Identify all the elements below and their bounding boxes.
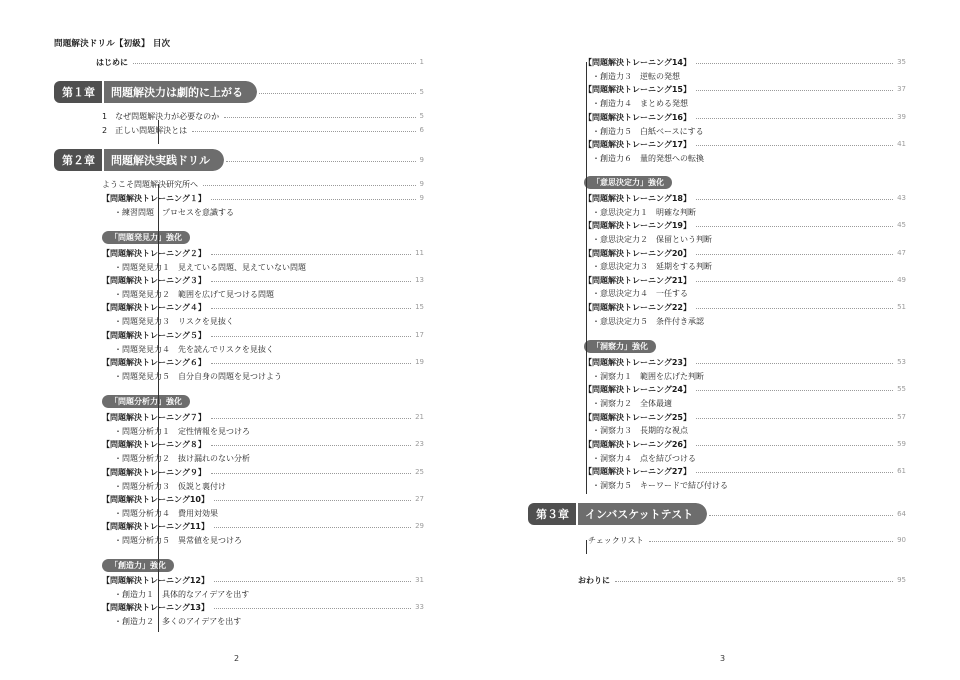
page-ref: 47	[897, 249, 906, 257]
chapter-heading[interactable]	[54, 149, 424, 171]
leader-dots	[203, 185, 416, 186]
training-entry[interactable]	[528, 465, 906, 477]
page-ref: 55	[897, 385, 906, 393]
sub-entry[interactable]	[54, 588, 424, 600]
section-badge: 「問題分析力」強化	[102, 395, 190, 408]
sub-entry[interactable]	[54, 206, 424, 218]
training-entry[interactable]	[528, 247, 906, 259]
sub-entry[interactable]	[54, 315, 424, 327]
page-ref: 9	[419, 180, 424, 188]
sub-entry[interactable]	[54, 615, 424, 627]
page-ref: 5	[419, 88, 424, 96]
page-ref: 49	[897, 276, 906, 284]
leader-dots	[696, 145, 893, 146]
entry-text: おわりに	[578, 575, 610, 585]
leader-dots	[696, 390, 893, 391]
leader-dots	[211, 363, 411, 364]
leader-dots	[224, 117, 415, 118]
training-entry[interactable]	[528, 438, 906, 450]
page-ref: 61	[897, 467, 906, 475]
entry-text: 【問題解決トレーニング15】	[584, 84, 691, 94]
chapter-heading[interactable]	[528, 503, 906, 525]
leader-dots	[211, 473, 411, 474]
entry-text: ・創造力３ 逆転の発想	[592, 71, 680, 81]
training-entry[interactable]	[528, 411, 906, 423]
page-ref: 1	[419, 58, 424, 66]
training-entry[interactable]	[54, 466, 424, 478]
training-entry[interactable]	[54, 301, 424, 313]
entry-text: ・問題分析力５ 異常値を見つけろ	[114, 535, 242, 545]
entry-text: ・問題分析力１ 定性情報を見つけろ	[114, 426, 250, 436]
entry-text: 【問題解決トレーニング９】	[102, 467, 206, 477]
sub-entry[interactable]	[528, 452, 906, 464]
entry-text: 【問題解決トレーニング６】	[102, 357, 206, 367]
entry-text: 【問題解決トレーニング24】	[584, 384, 691, 394]
page-ref: 90	[897, 536, 906, 544]
sub-entry[interactable]	[528, 397, 906, 409]
sub-entry[interactable]	[54, 343, 424, 355]
page-ref: 11	[415, 249, 424, 257]
entry-text: 【問題解決トレーニング18】	[584, 193, 691, 203]
leader-dots	[696, 281, 893, 282]
page-ref: 51	[897, 303, 906, 311]
sub-entry[interactable]	[528, 260, 906, 272]
training-entry[interactable]	[528, 83, 906, 95]
entry-text: 【問題解決トレーニング27】	[584, 466, 691, 476]
leader-dots	[211, 254, 411, 255]
leader-dots	[696, 445, 893, 446]
entry-text: ・意思決定力４ 一任する	[592, 288, 688, 298]
page-ref: 13	[415, 276, 424, 284]
entry-text: ・問題発見力４ 先を読んでリスクを見抜く	[114, 344, 274, 354]
training-entry[interactable]	[54, 520, 424, 532]
page-ref: 17	[415, 331, 424, 339]
entry-text: ・創造力５ 白紙ベースにする	[592, 126, 704, 136]
leader-dots	[696, 472, 893, 473]
leader-dots	[696, 199, 893, 200]
training-entry[interactable]	[528, 56, 906, 68]
leader-dots	[649, 541, 893, 542]
leader-dots	[211, 281, 411, 282]
training-entry[interactable]	[54, 601, 424, 613]
page-ref: 53	[897, 358, 906, 366]
section-rule	[586, 62, 587, 494]
page-ref: 9	[419, 156, 424, 164]
training-entry[interactable]	[528, 111, 906, 123]
sub-entry[interactable]	[528, 233, 906, 245]
sub-entry[interactable]	[528, 287, 906, 299]
sub-entry[interactable]	[528, 70, 906, 82]
training-entry[interactable]	[54, 574, 424, 586]
entry-text: 【問題解決トレーニング５】	[102, 330, 206, 340]
section-badge: 「意思決定力」強化	[584, 176, 672, 189]
chapter-number: 第２章	[54, 149, 104, 171]
chapter-heading[interactable]	[54, 81, 424, 103]
entry-text: ・洞察力２ 全体最適	[592, 398, 672, 408]
training-entry[interactable]	[54, 438, 424, 450]
entry-text: 【問題解決トレーニング25】	[584, 412, 691, 422]
page-ref: 5	[419, 112, 424, 120]
leader-dots	[211, 445, 411, 446]
toc-entry[interactable]	[54, 56, 424, 68]
leader-dots	[696, 63, 893, 64]
page-ref: 25	[415, 468, 424, 476]
entry-text: ・問題分析力２ 抜け漏れのない分析	[114, 453, 250, 463]
entry-text: 【問題解決トレーニング19】	[584, 220, 691, 230]
leader-dots	[211, 199, 416, 200]
sub-entry[interactable]	[528, 424, 906, 436]
entry-text: 【問題解決トレーニング23】	[584, 357, 691, 367]
page-ref: 35	[897, 58, 906, 66]
toc-entry[interactable]	[54, 124, 424, 136]
entry-text: 【問題解決トレーニング４】	[102, 302, 206, 312]
entry-text: ・問題発見力５ 自分自身の問題を見つけよう	[114, 371, 282, 381]
sub-entry[interactable]	[54, 425, 424, 437]
page-ref: 37	[897, 85, 906, 93]
entry-text: 【問題解決トレーニング10】	[102, 494, 209, 504]
leader-dots	[259, 93, 416, 94]
entry-text: ・練習問題 プロセスを意識する	[114, 207, 234, 217]
entry-text: 【問題解決トレーニング22】	[584, 302, 691, 312]
entry-text: はじめに	[96, 57, 128, 67]
entry-text: ようこそ問題解決研究所へ	[102, 179, 198, 189]
entry-text: ・創造力１ 具体的なアイデアを出す	[114, 589, 250, 599]
sub-entry[interactable]	[528, 479, 906, 491]
page-ref: 33	[415, 603, 424, 611]
entry-text: ・問題発見力３ リスクを見抜く	[114, 316, 234, 326]
page-ref: 59	[897, 440, 906, 448]
leader-dots	[709, 515, 893, 516]
entry-text: 【問題解決トレーニング20】	[584, 248, 691, 258]
sub-entry[interactable]	[54, 288, 424, 300]
leader-dots	[214, 581, 411, 582]
training-entry[interactable]	[54, 247, 424, 259]
entry-text: ・創造力６ 量的発想への転換	[592, 153, 704, 163]
section-badge: 「創造力」強化	[102, 559, 174, 572]
entry-text: 【問題解決トレーニング12】	[102, 575, 209, 585]
section-badge: 「洞察力」強化	[584, 340, 656, 353]
entry-text: ・問題発見力２ 範囲を広げて見つける問題	[114, 289, 274, 299]
entry-text: 【問題解決トレーニング１】	[102, 193, 206, 203]
sub-entry[interactable]	[54, 480, 424, 492]
entry-text: ・意思決定力３ 延期をする判断	[592, 261, 712, 271]
page-ref: 15	[415, 303, 424, 311]
section-rule	[586, 540, 587, 554]
toc-entry[interactable]	[528, 534, 906, 546]
entry-text: ・意思決定力２ 保留という判断	[592, 234, 712, 244]
page-number-left: 2	[234, 654, 240, 663]
page-ref: 31	[415, 576, 424, 584]
sub-entry[interactable]	[528, 97, 906, 109]
entry-text: ・意思決定力５ 条件付き承認	[592, 316, 704, 326]
entry-text: 【問題解決トレーニング３】	[102, 275, 206, 285]
leader-dots	[214, 608, 411, 609]
entry-text: 【問題解決トレーニング７】	[102, 412, 206, 422]
page-ref: 57	[897, 413, 906, 421]
entry-text: ・創造力２ 多くのアイデアを出す	[114, 616, 242, 626]
leader-dots	[696, 118, 893, 119]
sub-entry[interactable]	[54, 261, 424, 273]
entry-text: ・洞察力４ 点を結びつける	[592, 453, 696, 463]
entry-text: ・洞察力３ 長期的な視点	[592, 425, 688, 435]
entry-text: 【問題解決トレーニング11】	[102, 521, 209, 531]
sub-entry[interactable]	[528, 125, 906, 137]
training-entry[interactable]	[528, 192, 906, 204]
training-entry[interactable]	[54, 329, 424, 341]
leader-dots	[226, 161, 416, 162]
section-rule	[158, 120, 159, 144]
entry-text: 【問題解決トレーニング21】	[584, 275, 691, 285]
page-ref: 43	[897, 194, 906, 202]
page-ref: 41	[897, 140, 906, 148]
entry-text: 【問題解決トレーニング17】	[584, 139, 691, 149]
entry-text: ・創造力４ まとめる発想	[592, 98, 688, 108]
training-entry[interactable]	[528, 383, 906, 395]
chapter-number: 第１章	[54, 81, 104, 103]
leader-dots	[696, 226, 893, 227]
chapter-title: 問題解決実践ドリル	[104, 149, 224, 171]
page-ref: 9	[419, 194, 424, 202]
entry-text: ・意思決定力１ 明確な判断	[592, 207, 696, 217]
leader-dots	[615, 581, 893, 582]
page-ref: 27	[415, 495, 424, 503]
page-ref: 6	[419, 126, 424, 134]
page-ref: 23	[415, 440, 424, 448]
sub-entry[interactable]	[54, 507, 424, 519]
page-ref: 39	[897, 113, 906, 121]
sub-entry[interactable]	[54, 452, 424, 464]
page-ref: 19	[415, 358, 424, 366]
page-ref: 45	[897, 221, 906, 229]
entry-text: ・問題分析力３ 仮説と裏付け	[114, 481, 226, 491]
entry-text: 【問題解決トレーニング16】	[584, 112, 691, 122]
leader-dots	[211, 336, 411, 337]
sub-entry[interactable]	[54, 370, 424, 382]
leader-dots	[696, 308, 893, 309]
training-entry[interactable]	[528, 219, 906, 231]
toc-entry[interactable]	[54, 178, 424, 190]
leader-dots	[214, 500, 411, 501]
chapter-title: 問題解決力は劇的に上がる	[104, 81, 257, 103]
leader-dots	[696, 90, 893, 91]
leader-dots	[133, 63, 416, 64]
toc-entry[interactable]	[54, 110, 424, 122]
sub-entry[interactable]	[528, 206, 906, 218]
page-ref: 64	[897, 510, 906, 518]
sub-entry[interactable]	[528, 152, 906, 164]
leader-dots	[696, 254, 893, 255]
entry-text: 1 なぜ問題解決力が必要なのか	[102, 111, 220, 121]
entry-text: 【問題解決トレーニング26】	[584, 439, 691, 449]
training-entry[interactable]	[528, 356, 906, 368]
sub-entry[interactable]	[54, 534, 424, 546]
section-badge: 「問題発見力」強化	[102, 231, 190, 244]
page-number-right: 3	[720, 654, 726, 663]
training-entry[interactable]	[54, 192, 424, 204]
training-entry[interactable]	[54, 493, 424, 505]
training-entry[interactable]	[528, 301, 906, 313]
leader-dots	[211, 418, 411, 419]
leader-dots	[211, 308, 411, 309]
entry-text: ・問題分析力４ 費用対効果	[114, 508, 218, 518]
entry-text: ・問題発見力１ 見えている問題、見えていない問題	[114, 262, 306, 272]
entry-text: 【問題解決トレーニング13】	[102, 602, 209, 612]
sub-entry[interactable]	[528, 370, 906, 382]
leader-dots	[696, 363, 893, 364]
toc-entry[interactable]	[528, 574, 906, 586]
chapter-title: インバスケットテスト	[578, 503, 707, 525]
training-entry[interactable]	[54, 356, 424, 368]
entry-text: チェックリスト	[588, 535, 644, 545]
entry-text: 【問題解決トレーニング２】	[102, 248, 206, 258]
chapter-number: 第３章	[528, 503, 578, 525]
entry-text: ・洞察力１ 範囲を広げた判断	[592, 371, 704, 381]
entry-text: 【問題解決トレーニング14】	[584, 57, 691, 67]
training-entry[interactable]	[528, 274, 906, 286]
page-ref: 21	[415, 413, 424, 421]
entry-text: 2 正しい問題解決とは	[102, 125, 188, 135]
leader-dots	[192, 131, 415, 132]
page-ref: 95	[897, 576, 906, 584]
training-entry[interactable]	[54, 411, 424, 423]
training-entry[interactable]	[528, 138, 906, 150]
page-ref: 29	[415, 522, 424, 530]
section-rule	[158, 184, 159, 632]
document-header: 問題解決ドリル【初級】 目次	[54, 39, 171, 49]
entry-text: ・洞察力５ キーワードで結び付ける	[592, 480, 728, 490]
leader-dots	[214, 527, 411, 528]
training-entry[interactable]	[54, 274, 424, 286]
sub-entry[interactable]	[528, 315, 906, 327]
leader-dots	[696, 418, 893, 419]
entry-text: 【問題解決トレーニング８】	[102, 439, 206, 449]
